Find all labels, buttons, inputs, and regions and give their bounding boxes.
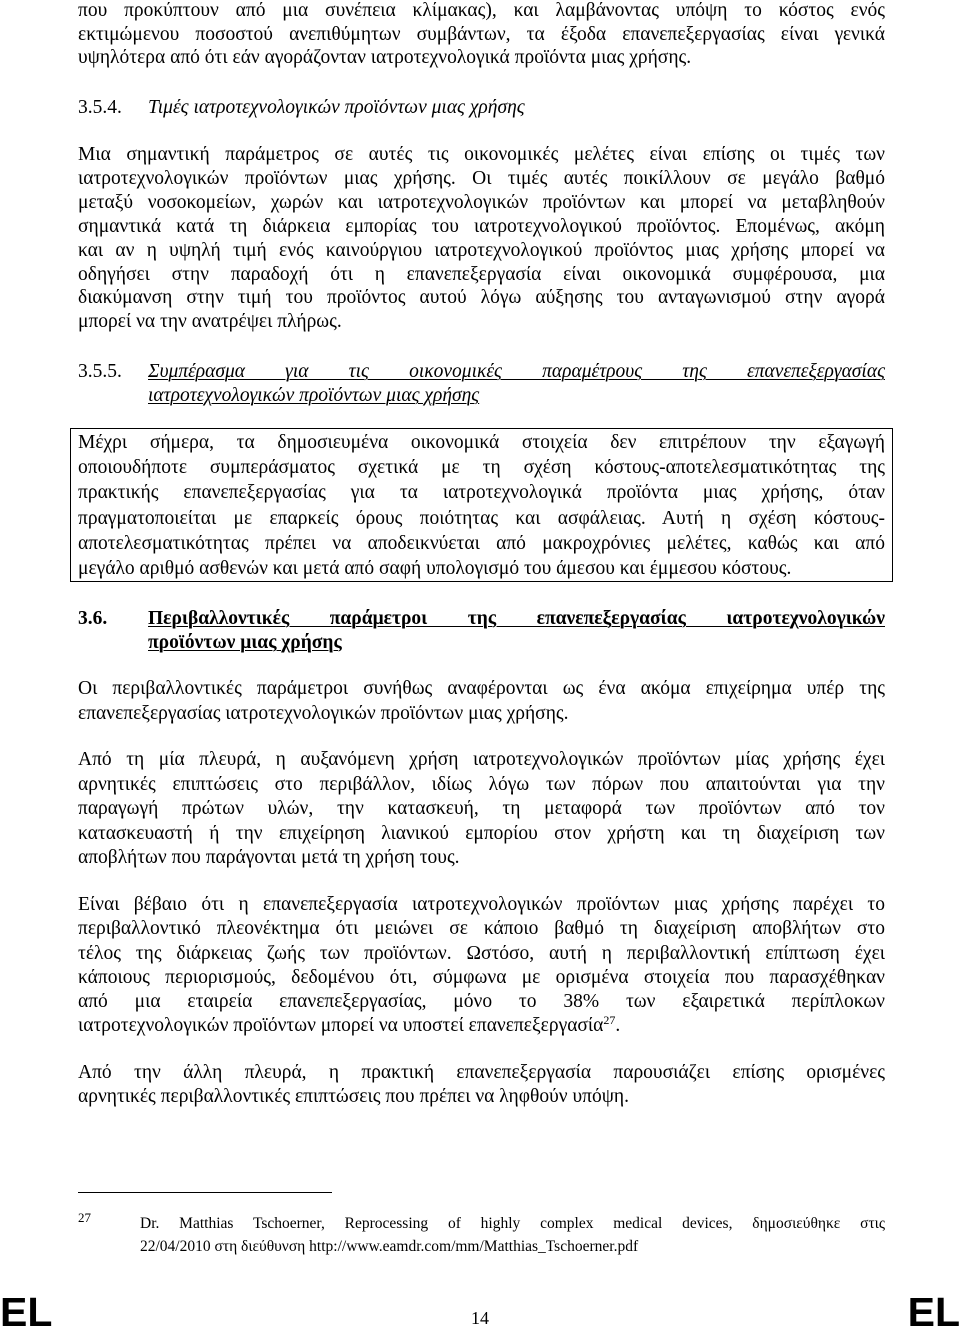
section-title-line xyxy=(148,607,885,631)
text-line: Από την άλλη πλευρά, η πρακτική επανεπεξεργασία παρουσιάζει επίσης ορισμένες xyxy=(78,1062,885,1083)
text-line: παραγωγή πρώτων υλών, την κατασκευή, τη μεταφορά των προϊόντων από τον xyxy=(78,798,885,819)
section-title-text: ιατροτεχνολογικών προϊόντων μιας χρήσης xyxy=(148,385,480,406)
environment-paragraph-1 xyxy=(78,677,885,726)
section-title-line: Τιμές ιατροτεχνολογικών προϊόντων μιας χρήσης xyxy=(148,97,525,118)
section-title-line xyxy=(148,384,885,408)
footnote-reference: 27 xyxy=(603,1013,616,1028)
footnote-line xyxy=(140,1236,885,1259)
text-line: υψηλότερα από ότι εάν αγοράζονταν ιατροτεχνολογικά προϊόντα μιας χρήσης. xyxy=(78,47,692,68)
footer-language-left: EL xyxy=(0,1289,53,1330)
text-line: αρνητικές περιβαλλοντικές επιπτώσεις που πρέπει να ληφθούν υπόψη. xyxy=(78,1086,629,1108)
text-line: πρακτικής επανεπεξεργασίας για τα ιατροτεχνολογικά προϊόντα μιας χρήσης, όταν xyxy=(78,482,885,504)
text-line: από μια εταιρεία επανεπεξεργασίας, μόνο το 38% των εξαιρετικά περίπλοκων xyxy=(78,991,885,1013)
text-line: οδηγήσει στην παραδοχή ότι η επανεπεξεργασία είναι οικονομικά συμφέρουσα, μια xyxy=(78,263,885,285)
section-number: 3.5.5. xyxy=(78,361,122,382)
text-line-content: ιατροτεχνολογικών προϊόντων μπορεί να υποστεί επανεπεξεργασία xyxy=(78,1015,604,1037)
section-title-text: Περιβαλλοντικές παράμετροι της επανεπεξεργασίας ιατροτεχνολογικών xyxy=(148,608,885,629)
text-line xyxy=(78,1014,885,1038)
section-title-text: προϊόντων μιας χρήσης xyxy=(148,632,342,653)
text-line: Είναι βέβαιο ότι η επανεπεξεργασία ιατροτεχνολογικών προϊόντων μιας χρήσης παρέχει το xyxy=(78,894,885,915)
text-line: κάποιους περιορισμούς, δεδομένου ότι, σύμφωνα με ορισμένα στοιχεία που παρασχέθηκαν xyxy=(78,966,885,988)
text-line: αρνητικές επιπτώσεις στο περιβάλλον, ιδίως λόγω των πόρων που απαιτούνται για την xyxy=(78,773,885,795)
intro-paragraph xyxy=(78,0,885,70)
section-title xyxy=(148,607,885,655)
footnote-separator xyxy=(78,1192,332,1193)
section-number: 3.5.4. xyxy=(78,97,122,118)
text-line: μπορεί να την ανατρέψει πλήρως. xyxy=(78,311,342,333)
page-number: 14 xyxy=(471,1308,489,1328)
text-line: περιβαλλοντικό πλεονέκτημα ότι μειώνει σε κάποιο βαθμό τη διαχείριση αποβλήτων στο xyxy=(78,918,885,940)
footnote-line-text: 22/04/2010 στη διεύθυνση xyxy=(140,1237,306,1255)
environment-paragraph-2 xyxy=(78,748,885,871)
text-line: μεγάλο αριθμό ασθενών και μετά από σαφή υπολογισμό του άμεσου και έμμεσου κόστους. xyxy=(78,558,792,580)
footnote-text xyxy=(140,1213,885,1258)
text-line: Μια σημαντική παράμετρος σε αυτές τις οικονομικές μελέτες είναι επίσης οι τιμές των xyxy=(78,144,885,165)
section-title xyxy=(148,360,885,408)
text-line: ιατροτεχνολογικών προϊόντων μιας χρήσης. Οι τιμές αυτές ποικίλλουν σε μεγάλο βαθμό xyxy=(78,167,885,189)
text-line: οποιουδήποτε συμπεράσματος σχετικά με τη σχέση κόστους-αποτελεσματικότητας της xyxy=(78,457,885,479)
text-line: αποτελεσματικότητας πρέπει να αποδεικνύεται από μακροχρόνιες μελέτες, καθώς και από xyxy=(78,532,885,554)
environment-paragraph-4 xyxy=(78,1061,885,1109)
section-number: 3.6. xyxy=(78,608,108,629)
text-line: μεταξύ νοσοκομείων, χωρών και ιατροτεχνολογικών προϊόντων και μπορεί να μεταβληθούν xyxy=(78,191,885,213)
text-line: που προκύπτουν από μια συνέπεια κλίμακας), και λαμβάνοντας υπόψη το κόστος ενός xyxy=(78,0,885,21)
section-title xyxy=(148,96,885,120)
conclusion-text xyxy=(78,430,885,581)
prices-paragraph xyxy=(78,143,885,334)
text-line: επανεπεξεργασίας ιατροτεχνολογικών προϊόντων μιας χρήσης. xyxy=(78,702,569,724)
footnote-line: Dr. Matthias Tschoerner, Reprocessing of highly complex medical devices, δημοσιεύθηκε στις xyxy=(140,1215,885,1232)
environment-paragraph-3 xyxy=(78,893,885,1039)
text-line: πραγματοποιείται με επαρκείς όρους ποιότητας και ασφάλειας. Αυτή η σχέση κόστους- xyxy=(78,507,885,529)
text-line: και αν η υψηλή τιμή ενός καινούργιου ιατροτεχνολογικού προϊόντος μιας χρήσης μπορεί να xyxy=(78,239,885,261)
text-line: σημαντικά κατά τη διάρκεια εμπορίας του ιατροτεχνολογικού προϊόντος. Επομένως, ακόμη xyxy=(78,215,885,237)
section-title-text: Συμπέρασμα για τις οικονομικές παραμέτρους της επανεπεξεργασίας xyxy=(148,361,885,382)
text-line: Μέχρι σήμερα, τα δημοσιευμένα οικονομικά στοιχεία δεν επιτρέπουν την εξαγωγή xyxy=(78,432,885,453)
text-line: Από τη μία πλευρά, η αυξανόμενη χρήση ιατροτεχνολογικών προϊόντων μίας χρήσης έχει xyxy=(78,749,885,770)
text-line-end: . xyxy=(615,1015,621,1037)
text-line: διακύμανση στην τιμή του προϊόντος αυτού λόγω αύξησης του ανταγωνισμού στην αγορά xyxy=(78,287,885,309)
footnote-number: 27 xyxy=(78,1210,91,1225)
text-line: εκτιμώμενου ποσοστού ανεπιθύμητων συμβάντων, τα έξοδα επανεπεξεργασίας είναι γενικά xyxy=(78,23,885,45)
text-line: Οι περιβαλλοντικές παράμετροι συνήθως αναφέρονται ως ένα ακόμα επιχείρημα υπέρ της xyxy=(78,678,885,699)
section-title-line xyxy=(148,631,885,655)
text-line: τέλος της διάρκειας ζωής των προϊόντων. Ωστόσο, αυτή η περιβαλλοντική επίπτωση έχει xyxy=(78,942,885,964)
section-title-line xyxy=(148,360,885,384)
footer-language-right: EL xyxy=(907,1289,960,1330)
footnote-url: http://www.eamdr.com/mm/Matthias_Tschoerner.pdf xyxy=(309,1237,639,1255)
text-line: κατασκευαστή ή την επιχείρηση λιανικού εμπορίου στον χρήστη και τη διαχείριση των xyxy=(78,822,885,844)
text-line: αποβλήτων που παράγονται μετά τη χρήση τους. xyxy=(78,847,460,868)
conclusion-box xyxy=(70,428,893,582)
